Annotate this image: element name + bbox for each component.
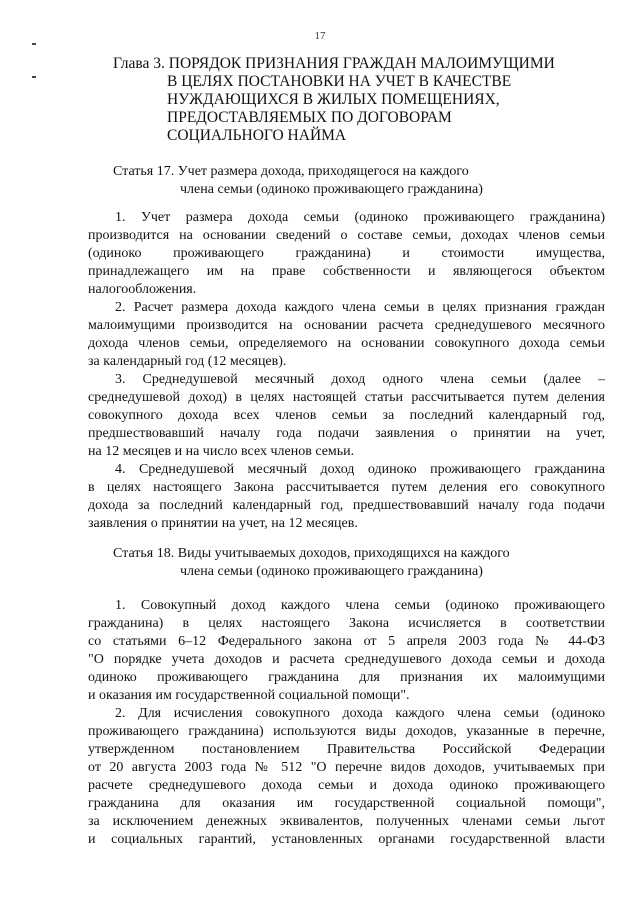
text-line: 2. Расчет размера дохода каждого члена семьи в целях признания граждан	[115, 300, 605, 315]
text-line: принадлежащего им на праве собственности и являющегося объектом	[88, 264, 605, 279]
chapter-heading	[113, 55, 555, 145]
text-line: дохода членов семьи, определяемого на основании совокупного дохода семьи	[88, 336, 605, 351]
article-17-title	[113, 163, 483, 199]
text-line: проживающего гражданина) используются виды доходов, указанные в перечне,	[88, 724, 605, 739]
text-line: за календарный год (12 месяцев).	[88, 354, 287, 369]
article-17-paragraph-3	[88, 371, 605, 461]
text-line: 1. Учет размера дохода семьи (одиноко проживающего гражданина)	[115, 210, 605, 225]
text-line: утвержденном постановлением Правительства Российской Федерации	[88, 742, 605, 757]
text-line: в целях настоящего Закона рассчитывается путем деления его совокупного	[88, 480, 605, 495]
margin-mark	[32, 76, 36, 78]
chapter-heading-line: Глава 3. ПОРЯДОК ПРИЗНАНИЯ ГРАЖДАН МАЛОИМУЩИМИ	[113, 55, 555, 72]
chapter-heading-line: ПРЕДОСТАВЛЯЕМЫХ ПО ДОГОВОРАМ	[167, 109, 452, 126]
text-line: совокупного дохода всех членов семьи за последний календарный год,	[88, 408, 605, 423]
text-line: 4. Среднедушевой месячный доход одиноко проживающего гражданина	[115, 462, 605, 477]
text-line: от 20 августа 2003 года № 512 "О перечне видов доходов, учитываемых при	[88, 760, 605, 775]
article-17-paragraph-1	[88, 209, 605, 299]
text-line: среднедушевой доход) в целях настоящей статьи рассчитывается путем деления	[88, 390, 605, 405]
text-line: 1. Совокупный доход каждого члена семьи (одиноко проживающего	[115, 598, 605, 613]
text-line: гражданина) в целях настоящего Закона исчисляется в соответствии	[88, 616, 605, 631]
article-18-paragraph-1	[88, 597, 605, 705]
text-line: малоимущими производится на основании расчета среднедушевого месячного	[88, 318, 605, 333]
text-line: со статьями 6–12 Федерального закона от 5 апреля 2003 года № 44-ФЗ	[88, 634, 605, 649]
text-line: за исключением денежных эквивалентов, полученных членами семьи льгот	[88, 814, 605, 829]
text-line: и социальных гарантий, установленных органами государственной власти	[88, 832, 605, 847]
article-title-line: Статья 17. Учет размера дохода, приходящегося на каждого	[113, 164, 469, 179]
chapter-heading-line: В ЦЕЛЯХ ПОСТАНОВКИ НА УЧЕТ В КАЧЕСТВЕ	[167, 73, 512, 90]
article-18-title	[113, 545, 510, 581]
text-line: и оказания им государственной социальной помощи".	[88, 688, 410, 703]
text-line: налогообложения.	[88, 282, 197, 297]
chapter-heading-line: СОЦИАЛЬНОГО НАЙМА	[167, 127, 347, 144]
article-title-line: члена семьи (одиноко проживающего гражданина)	[180, 182, 483, 197]
text-line: "О порядке учета доходов и расчета среднедушевого дохода семьи и дохода	[88, 652, 605, 667]
text-line: расчете среднедушевого дохода семьи и дохода одиноко проживающего	[88, 778, 605, 793]
article-17-paragraph-4	[88, 461, 605, 533]
page-number: 17	[314, 30, 326, 42]
text-line: дохода за последний календарный год, предшествовавший началу года подачи	[88, 498, 605, 513]
article-17-paragraph-2	[88, 299, 605, 371]
margin-mark	[32, 43, 36, 45]
text-line: производится на основании сведений о составе семьи, доходах членов семьи	[88, 228, 605, 243]
text-line: 2. Для исчисления совокупного дохода каждого члена семьи (одиноко	[115, 706, 605, 721]
chapter-heading-line: НУЖДАЮЩИХСЯ В ЖИЛЫХ ПОМЕЩЕНИЯХ,	[167, 91, 500, 108]
text-line: (одиноко проживающего гражданина) и стоимости имущества,	[88, 246, 605, 261]
article-18-paragraph-2	[88, 705, 605, 849]
text-line: одиноко проживающего гражданина для признания их малоимущими	[88, 670, 605, 685]
text-line: предшествовавший началу года подачи заявления о принятии на учет,	[88, 426, 605, 441]
text-line: гражданина для оказания им государственной социальной помощи",	[88, 796, 605, 811]
text-line: на 12 месяцев и на число всех членов семьи.	[88, 444, 355, 459]
article-title-line: Статья 18. Виды учитываемых доходов, приходящихся на каждого	[113, 546, 510, 561]
text-line: 3. Среднедушевой месячный доход одного члена семьи (далее –	[115, 372, 605, 387]
article-title-line: члена семьи (одиноко проживающего гражданина)	[180, 564, 483, 579]
text-line: заявления о принятии на учет, на 12 месяцев.	[88, 516, 358, 531]
